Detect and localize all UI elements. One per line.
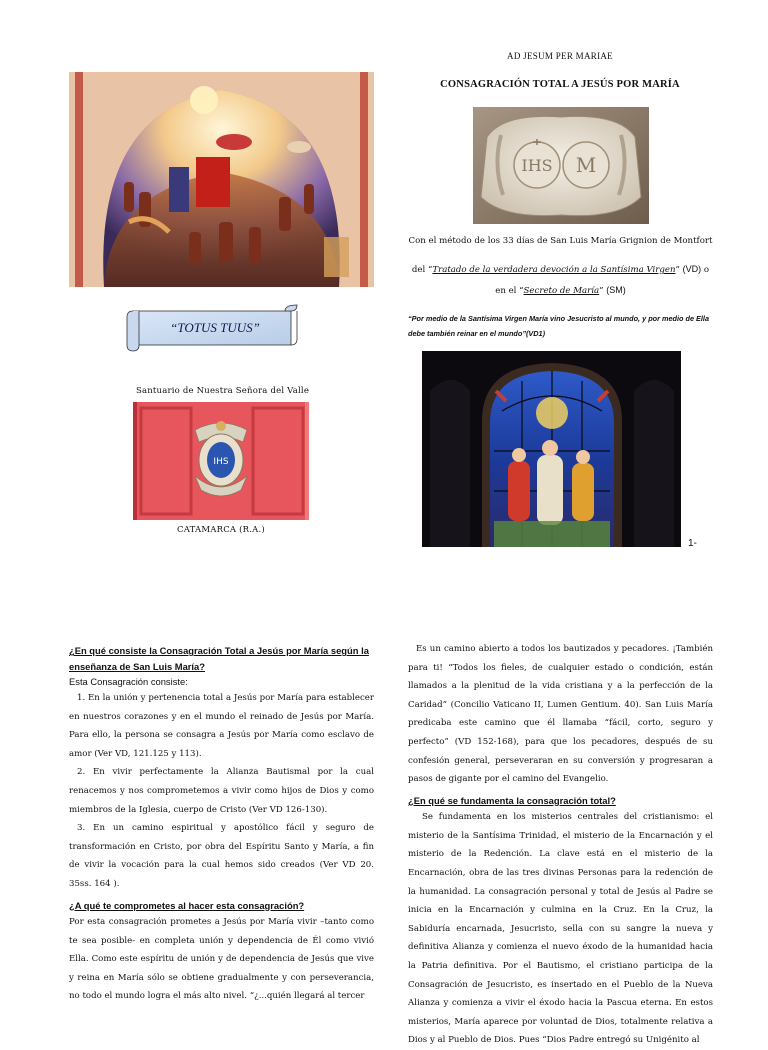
treatise-title: Tratado de la verdadera devoción a la Santísima Virgen [432, 265, 676, 275]
dome-fresco-image [69, 72, 374, 287]
sanctuary-caption: Santuario de Nuestra Señora del Valle [135, 386, 310, 396]
intro-text: Esta Consagración consiste: [69, 676, 188, 687]
stained-glass-window-image [422, 351, 681, 547]
treatise-abbr: (VD) [682, 264, 702, 274]
point-2: 2. En vivir perfectamente la Alianza Bautismal por la cual renacemos y nos comprometemos a vivir como hijos de Dios y como miembros de la Iglesia, cuerpo de Cristo (Ver VD 126-130). [69, 767, 374, 815]
point-1: 1. En la unión y pertenencia total a Jesús por María para establecer en nuestros corazones y en el mundo el reinado de Jesús por María. Para ello, la persona se consagra a Jesús por María como esclavo de amor (Ver VD, 121.125 y 113). [69, 693, 374, 759]
question-1-line-2: enseñanza de San Luis María? [69, 660, 205, 672]
question-3: ¿En qué se fundamenta la consagración total? [408, 794, 616, 806]
open-path-paragraph: Es un camino abierto a todos los bautizados y pecadores. ¡También para ti! “Todos los fieles, de cualquier estado o condición, están llamados a la plenitud de la vida cristiana y a la perfección de la Caridad” (Concilio Vaticano II, Lumen Gentium. 40). San Luis María predicaba este camino que él llamaba “fácil, corto, seguro y perfecto” (VD 152-168), para que los pecadores, después de su confesión general, perseveraran en su conversión y progresaran a pasos de gigante por el camino del Evangelio. [408, 644, 713, 785]
page-number: 1- [688, 538, 697, 549]
left-text-column [69, 643, 374, 1006]
treatise-prefix: del “ [411, 265, 433, 275]
quote-line-2: debe también reinar en el mundo”(VD1) [408, 329, 546, 338]
method-line: Con el método de los 33 días de San Luis María Grignion de Montfort [408, 236, 713, 246]
location-caption: CATAMARCA (R.A.) [177, 525, 265, 535]
motto: AD JESUM PER MARIAE [507, 51, 613, 61]
ihs-monogram: IHS [521, 156, 553, 175]
secret-abbr: (SM) [606, 285, 626, 295]
page-title: CONSAGRACIÓN TOTAL A JESÚS POR MARÍA [440, 79, 680, 90]
montfort-quote [408, 311, 718, 341]
treatise-suffix: o [701, 265, 710, 275]
m-monogram: M [575, 153, 597, 177]
question-2: ¿A qué te comprometes al hacer esta consagración? [69, 899, 305, 911]
method-treatise-line [398, 264, 723, 275]
foundation-paragraph: Se fundamenta en los misterios centrales del cristianismo: el misterio de la Santísima Trinidad, el misterio de la Encarnación y el misterio de la Redención. La clave está en el misterio de la Encarnación, obra de las tres divinas Personas para la redención de la humanidad. La consagración personal y total de Jesús al Padre se inicia en la Encarnación y culmina en la Cruz. En la Cruz, la Sabiduría encarnada, Jesucristo, sella con su sangre la nueva y definitiva Alianza y comienza el nuevo éxodo de la humanidad hacia la Patria definitiva. Por el Bautismo, el cristiano participa de la Consagración de Jesucristo, es insertado en el Pueblo de la Nueva Alianza y comienza a vivir el éxodo hacia la Pascua eterna. En estos misterios, María aparece por voluntad de Dios, totalmente relativa a Dios y al Pueblo de Dios. Pues “Dios Padre entregó su Unigénito al [408, 812, 713, 1046]
point-3: 3. En un camino espiritual y apostólico fácil y seguro de transformación en Cristo, por obra del Espíritu Santo y María, a fin de vivir la vocación para la cual hemos sido creados (Ver VD 20. 35ss. 164 ). [69, 823, 374, 889]
banner-text: “TOTUS TUUS” [170, 320, 260, 335]
right-text-column [408, 640, 713, 1050]
quote-line-1: “Por medio de la Santísima Virgen María vino Jesucristo al mundo, y por medio de Ella [408, 314, 710, 323]
method-secret-line [398, 285, 723, 296]
sanctuary-coat-of-arms-image [133, 402, 309, 520]
secret-prefix: en el “ [495, 286, 524, 296]
secret-close-quote: ” [599, 286, 607, 296]
seal-monogram: IHS [213, 457, 229, 467]
treatise-close-quote: ” [675, 265, 683, 275]
ihs-m-emblem-image [473, 107, 649, 224]
question-1-line-1: ¿En qué consiste la Consagración Total a Jesús por María según la [69, 645, 369, 656]
commitment-paragraph: Por esta consagración prometes a Jesús por María vivir –tanto como te sea posible- en completa unión y dependencia de Él como vivió Ella. Como este espíritu de unión y de dependencia de Jesús que vive y reina en María sólo se obtiene gradualmente y con perseverancia, no todo el mundo logra el más alto nivel. “¿...quién llegará al tercer [69, 917, 374, 1002]
secret-title: Secreto de María [523, 286, 600, 296]
